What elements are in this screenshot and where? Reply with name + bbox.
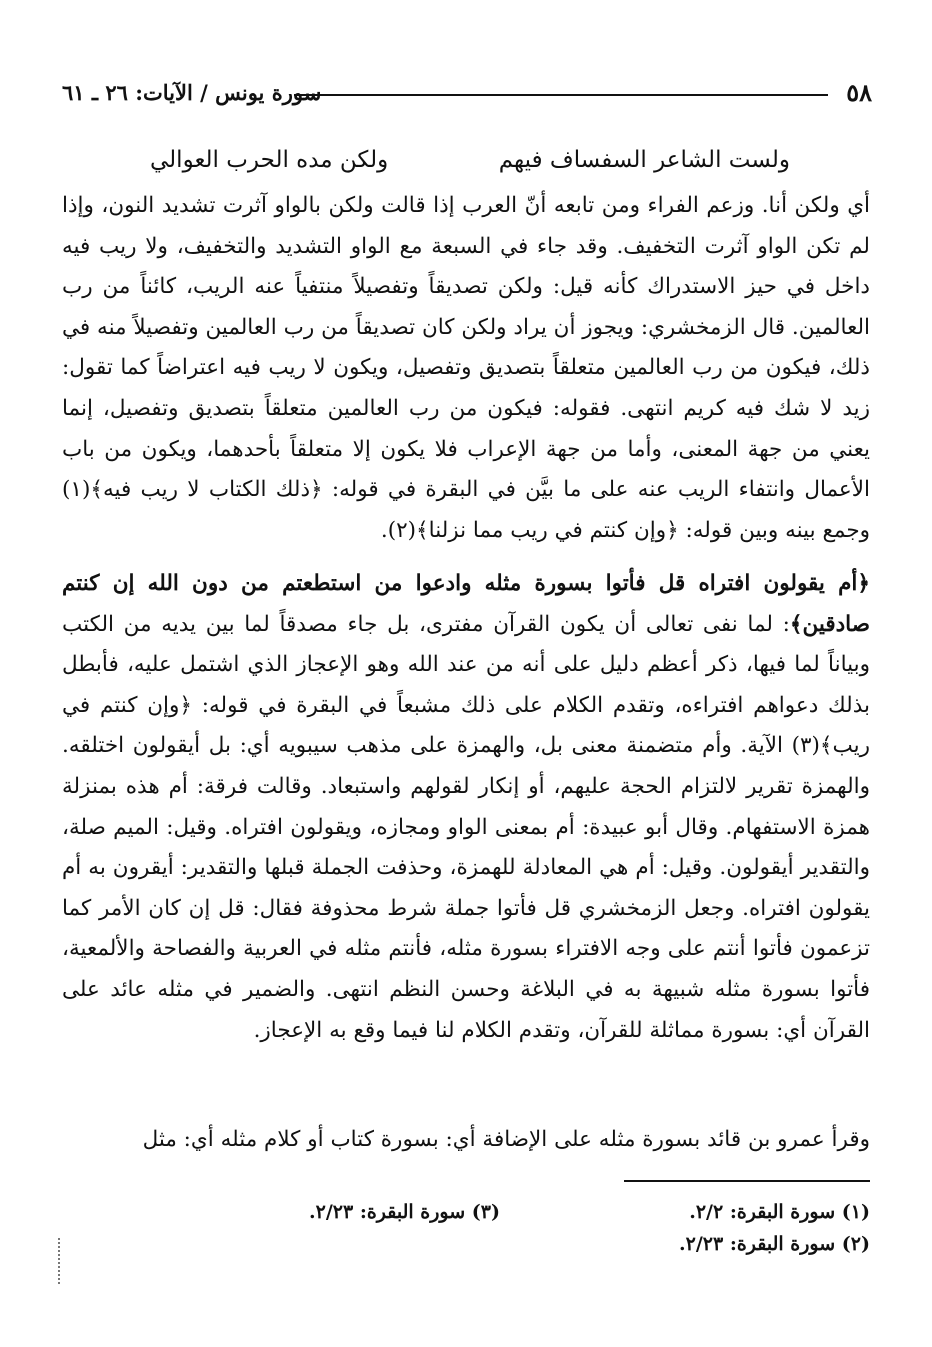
footnote-1: (١) سورة البقرة: ٢/٢. xyxy=(689,1201,870,1223)
footnote-2: (٢) سورة البقرة: ٢/٢٣. xyxy=(679,1233,870,1255)
commentary-paragraph: أي ولكن أنا. وزعم الفراء ومن تابعه أنّ العرب إذا قالت ولكن بالواو آثرت تشديد النون، وإذا لم تكن الواو آثرت التخفيف. وقد جاء في السبعة مع الواو التشديد والتخفيف، ولا ريب فيه داخل في حيز الاستدراك كأنه قيل: ولكن تصديقاً وتفصيلاً منتفياً عنه الريب، كائناً من رب العالمين. قال الزمخشري: ويجوز أن يراد ولكن كان تصديقاً من رب العالمين وتفصيلاً منه في ذلك، فيكون من رب العالمين متعلقاً بتصديق وتفصيل، ويكون لا ريب فيه اعتراضاً كما تقول: زيد لا شك فيه كريم انتهى. فقوله: فيكون من رب العالمين متعلقاً بتصديق وتفصيل، إنما يعني من جهة المعنى، وأما من جهة الإعراب فلا يكون إلا متعلقاً بأحدهما، ويكون من باب الأعمال وانتفاء الريب عنه على ما بيَّن في البقرة في قوله: ﴿ذلك الكتاب لا ريب فيه﴾(١) وجمع بينه وبين قوله: ﴿وإن كنتم في ريب مما نزلنا﴾(٢). xyxy=(62,193,870,543)
verse-second-hemistich: ولكن مده الحرب العوالي xyxy=(150,147,389,173)
footnote-separator xyxy=(624,1180,870,1182)
quran-verse-heading: ﴿أم يقولون افتراه قل فأتوا بسورة مثله وادعوا من استطعتم من دون الله إن كنتم صادقين﴾ xyxy=(62,571,870,637)
page-number: ٥٨ xyxy=(846,78,872,107)
page-header xyxy=(62,78,872,108)
commentary-paragraph-verse-61 xyxy=(62,564,870,1051)
running-title: سورة يونس / الآيات: ٢٦ ـ ٦١ xyxy=(62,80,322,105)
footnotes xyxy=(62,1196,870,1266)
commentary-paragraph-continued: وقرأ عمرو بن قائد بسورة مثله على الإضافة أي: بسورة كتاب أو كلام مثله أي: مثل xyxy=(142,1127,870,1152)
verse-first-hemistich: ولست الشاعر السفساف فيهم xyxy=(498,147,790,173)
scan-margin-mark xyxy=(58,1238,64,1284)
footnote-3: (٣) سورة البقرة: ٢/٢٣. xyxy=(309,1201,500,1223)
poetry-verse xyxy=(150,140,790,180)
header-rule xyxy=(294,94,828,96)
verse-commentary: : لما نفى تعالى أن يكون القرآن مفترى، بل جاء مصدقاً لما بين يديه من الكتب وبياناً لما فيها، ذكر أعظم دليل على أنه من عند الله وهو الإعجاز الذي اشتمل عليه، فأبطل بذلك دعواهم افتراءه، وتقدم الكلام على ذلك مشبعاً في البقرة في قوله: ﴿وإن كنتم في ريب﴾(٣) الآية. وأم متضمنة معنى بل، والهمزة على مذهب سيبويه أي: بل أيقولون اختلقه. والهمزة تقرير لالتزام الحجة عليهم، أو إنكار لقولهم واستبعاد. وقالت فرقة: أم هذه بمنزلة همزة الاستفهام. وقال أبو عبيدة: أم بمعنى الواو ومجازه، ويقولون افتراه. وقيل: الميم صلة، والتقدير أيقولون. وقيل: أم هي المعادلة للهمزة، وحذفت الجملة قبلها والتقدير: أيقرون به أم يقولون افتراه. وجعل الزمخشري قل فأتوا جملة شرط محذوفة فقال: قل إن كان الأمر كما تزعمون فأتوا أنتم على وجه الافتراء بسورة مثله، فأنتم مثله في العربية والفصاحة والألمعية، فأتوا بسورة مثله شبيهة به في البلاغة وحسن النظم انتهى. والضمير في مثله عائد على القرآن أي: بسورة مماثلة للقرآن، وتقدم الكلام لنا فيما وقع به الإعجاز. xyxy=(62,611,870,1043)
